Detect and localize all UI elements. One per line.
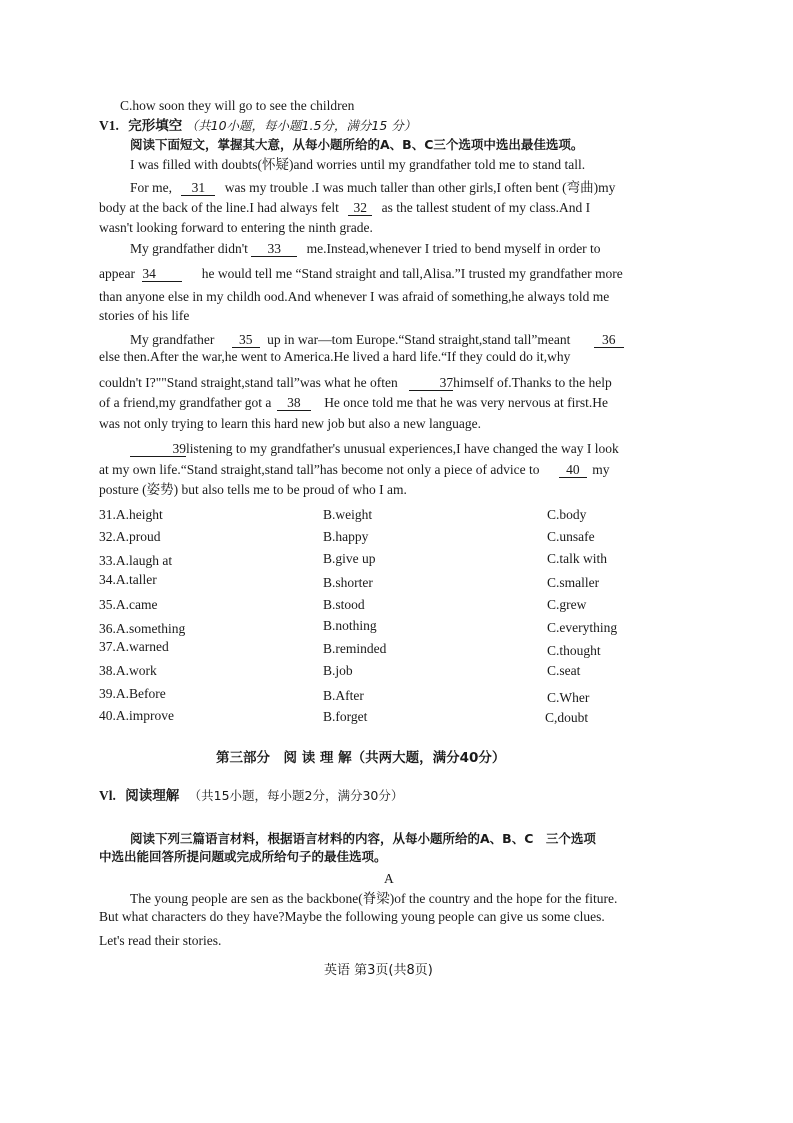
blank-36: 36 xyxy=(594,332,624,348)
option-c: C,doubt xyxy=(545,710,589,725)
option-a: 36.A.something xyxy=(99,621,186,636)
passage-line xyxy=(130,240,601,258)
blank-40: 40 xyxy=(559,462,587,478)
passage-line: posture (姿势) but also tells me to be proud of who I am. xyxy=(99,482,407,497)
option-b: B.forget xyxy=(323,709,368,724)
option-b: B.weight xyxy=(323,507,373,522)
passage-line xyxy=(130,331,624,349)
text-segment: For me, xyxy=(130,180,172,195)
text-segment: he would tell me “Stand straight and tall,Alisa.”I trusted my grandfather more xyxy=(201,266,623,281)
passage-line: The young people are sen as the backbone(脊梁)of the country and the hope for the fiture. xyxy=(130,891,618,906)
text-segment: body at the back of the line.I had always felt xyxy=(99,200,339,215)
section-heading-cloze xyxy=(99,117,416,135)
passage-line xyxy=(130,179,615,197)
part-heading: 第三部分 阅 读 理 解（共两大题，满分40分） xyxy=(216,750,506,766)
passage-label: A xyxy=(384,871,394,886)
text-segment: me.Instead,whenever I tried to bend myself in order to xyxy=(306,241,601,256)
text-segment: was my trouble .I was much taller than other girls,I often bent (弯曲)my xyxy=(224,180,616,195)
option-a: 31.A.height xyxy=(99,507,163,522)
text-segment: appear xyxy=(99,266,135,281)
section-note: （共10小题，每小题1.5分，满分15 分） xyxy=(185,118,417,133)
blank-32: 32 xyxy=(348,200,372,216)
passage-line: was not only trying to learn this hard new job but also a new language. xyxy=(99,416,482,431)
option-a: 35.A.came xyxy=(99,597,158,612)
option-c: C.smaller xyxy=(547,575,600,590)
section-title: 完形填空 xyxy=(128,118,183,134)
passage-line: Let's read their stories. xyxy=(99,933,222,948)
text-segment: himself of.Thanks to the help xyxy=(453,375,612,390)
option-c: C.unsafe xyxy=(547,529,595,544)
section-instruction: 中选出能回答所提问题或完成所给句子的最佳选项。 xyxy=(99,849,387,864)
text-segment: of a friend,my grandfather got a xyxy=(99,395,272,410)
option-b: B.give up xyxy=(323,551,376,566)
text-segment: My grandfather didn't xyxy=(130,241,248,256)
blank-34: 34 xyxy=(142,266,182,282)
option-a: 33.A.laugh at xyxy=(99,553,173,568)
text-segment: He once told me that he was very nervous at first.He xyxy=(324,395,608,410)
option-c: C.thought xyxy=(547,643,601,658)
blank-35: 35 xyxy=(232,332,260,348)
option-b: B.job xyxy=(323,663,353,678)
option-b: B.stood xyxy=(323,597,365,612)
option-b: B.nothing xyxy=(323,618,377,633)
passage-line xyxy=(99,394,608,412)
option-a: 32.A.proud xyxy=(99,529,161,544)
text-segment: at my own life.“Stand straight,stand tall”has become not only a piece of advice to xyxy=(99,462,540,477)
option-c: C.talk with xyxy=(547,551,607,566)
option-c: C.everything xyxy=(547,620,618,635)
passage-line xyxy=(130,440,619,458)
text-segment: up in war—tom Europe.“Stand straight,stand tall”meant xyxy=(267,332,571,347)
section-number: V1. xyxy=(99,118,119,133)
option-a: 39.A.Before xyxy=(99,686,166,701)
passage-line xyxy=(99,265,623,283)
section-instruction: 阅读下面短文，掌握其大意，从每小题所给的A、B、C三个选项中选出最佳选项。 xyxy=(130,137,584,152)
text-segment: as the tallest student of my class.And I xyxy=(381,200,591,215)
option-c: C.Wher xyxy=(547,690,590,705)
option-c: C.body xyxy=(547,507,587,522)
section-title: 阅读理解 xyxy=(125,788,180,804)
passage-line: else then.After the war,he went to America.He lived a hard life.“If they could do it,why xyxy=(99,349,571,364)
option-b: B.happy xyxy=(323,529,369,544)
option-a: 38.A.work xyxy=(99,663,157,678)
blank-37: 37 xyxy=(409,375,453,391)
passage-line xyxy=(99,199,590,217)
passage-line: stories of his life xyxy=(99,308,190,323)
text-segment: my xyxy=(592,462,610,477)
section-note: （共15小题，每小题2分，满分30分） xyxy=(188,788,404,803)
passage-line: than anyone else in my childh ood.And whenever I was afraid of something,he always told me xyxy=(99,289,610,304)
text-segment: My grandfather xyxy=(130,332,215,347)
option-c: C.grew xyxy=(547,597,587,612)
section-heading-reading xyxy=(99,787,403,805)
blank-38: 38 xyxy=(277,395,311,411)
section-instruction: 阅读下列三篇语言材料，根据语言材料的内容，从每小题所给的A、B、C 三个选项 xyxy=(130,831,596,846)
option-b: B.shorter xyxy=(323,575,373,590)
previous-option-c: C.how soon they will go to see the children xyxy=(120,98,355,113)
blank-31: 31 xyxy=(181,180,215,196)
option-a: 34.A.taller xyxy=(99,572,157,587)
passage-line: I was filled with doubts(怀疑)and worries until my grandfather told me to stand tall. xyxy=(130,157,586,172)
passage-line: wasn't looking forward to entering the ninth grade. xyxy=(99,220,373,235)
blank-39: 39 xyxy=(130,441,186,457)
option-a: 37.A.warned xyxy=(99,639,169,654)
option-b: B.After xyxy=(323,688,364,703)
text-segment: couldn't I?""Stand straight,stand tall”was what he often xyxy=(99,375,398,390)
blank-33: 33 xyxy=(251,241,297,257)
passage-line xyxy=(99,461,610,479)
option-a: 40.A.improve xyxy=(99,708,174,723)
page-footer: 英语 第3页(共8页) xyxy=(324,963,433,978)
text-segment: listening to my grandfather's unusual experiences,I have changed the way I look xyxy=(186,441,619,456)
option-c: C.seat xyxy=(547,663,581,678)
option-b: B.reminded xyxy=(323,641,387,656)
passage-line xyxy=(99,374,612,392)
passage-line: But what characters do they have?Maybe the following young people can give us some clues. xyxy=(99,909,605,924)
section-number: Vl. xyxy=(99,788,116,803)
